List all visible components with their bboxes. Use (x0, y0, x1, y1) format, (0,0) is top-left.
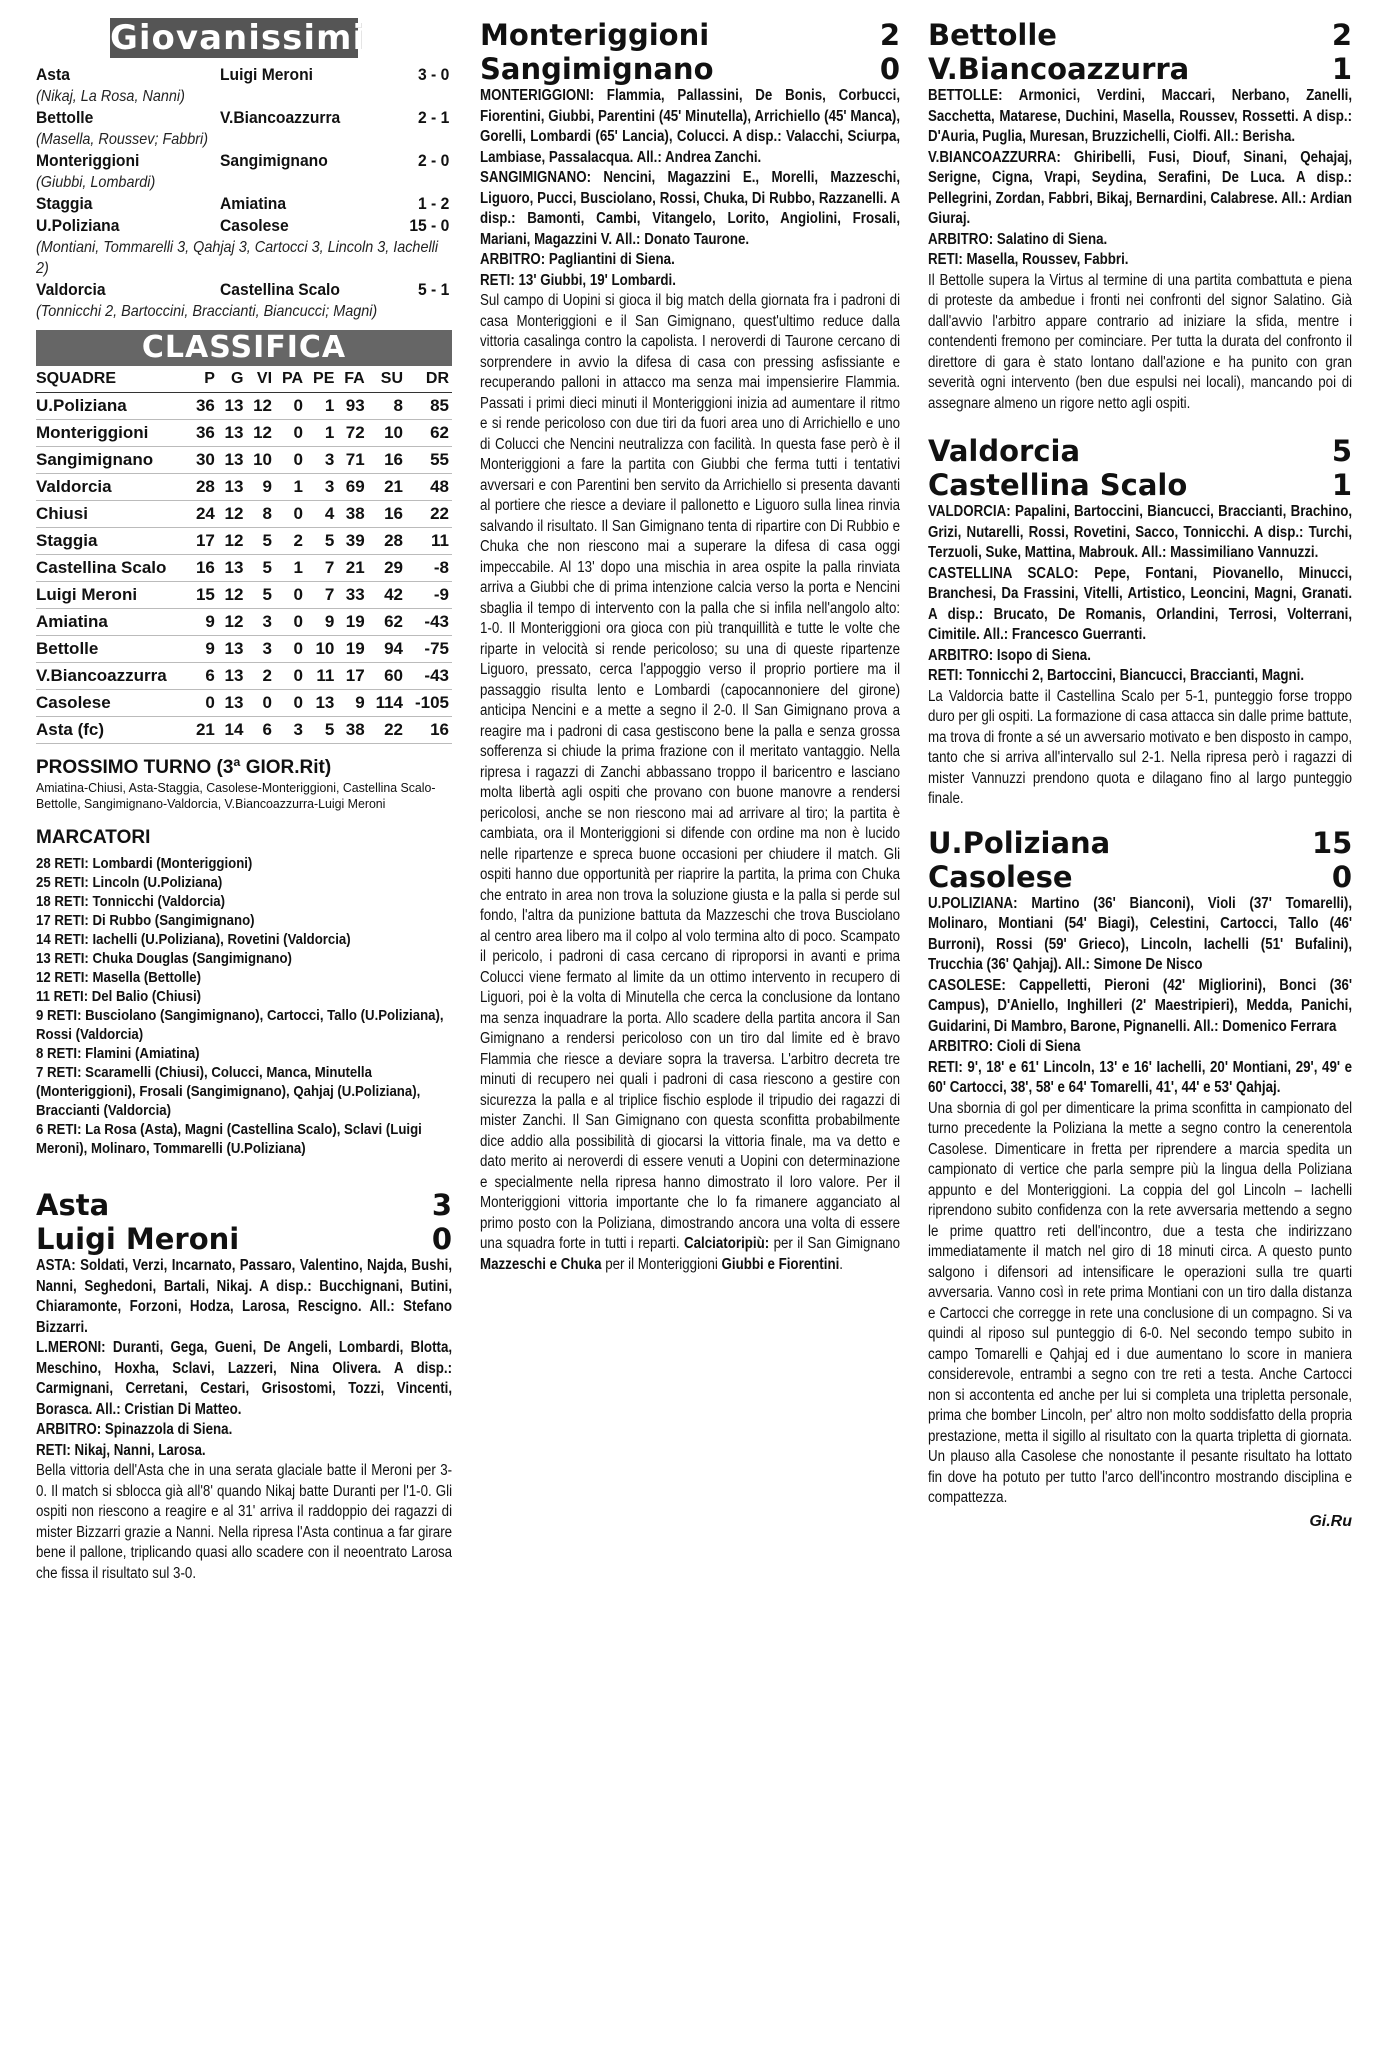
article-body (480, 86, 900, 1275)
stat-cell: 3 (262, 612, 273, 631)
stat-cell: 5 (324, 531, 335, 550)
standings-row (36, 447, 452, 474)
home-team: Valdorcia (928, 434, 1081, 468)
stat-cell: 6 (262, 720, 273, 739)
away-team: Casolese (220, 216, 289, 235)
article-body (928, 86, 1352, 414)
referee: ARBITRO: Pagliantini di Siena. (480, 251, 675, 268)
standings-row (36, 690, 452, 717)
stat-cell: 0 (293, 423, 304, 442)
away-score: 0 (1331, 859, 1352, 894)
stat-cell: 62 (384, 612, 404, 631)
scorer-line: 11 RETI: Del Balio (Chiusi) (36, 988, 202, 1005)
stat-cell: 10 (315, 639, 335, 658)
stat-cell: 3 (324, 477, 335, 496)
result-scorers: (Nikaj, La Rosa, Nanni) (36, 88, 185, 105)
scorer-line: 6 RETI: La Rosa (Asta), Magni (Castellina Scalo), Sclavi (Luigi Meroni), Molinaro, Tommarelli (U.Poliziana) (36, 1121, 422, 1157)
scorer-line: 28 RETI: Lombardi (Monteriggioni) (36, 855, 253, 872)
article-body (36, 1256, 452, 1584)
standings-row (36, 528, 452, 555)
stat-cell: 28 (195, 477, 215, 496)
match-away-row (928, 52, 1352, 86)
home-team: Staggia (36, 194, 93, 213)
stat-cell: 71 (345, 450, 365, 469)
stat-cell: 36 (195, 396, 215, 415)
stat-cell: -9 (433, 585, 449, 604)
team-name: Amiatina (36, 612, 108, 631)
stat-cell: 13 (224, 693, 244, 712)
standings-body (36, 393, 452, 744)
players-end: . (839, 1255, 844, 1273)
stat-cell: 17 (345, 666, 365, 685)
result-row (36, 150, 449, 172)
stat-cell: 9 (262, 477, 273, 496)
stat-cell: 28 (384, 531, 404, 550)
goals: RETI: Tonnicchi 2, Bartoccini, Biancucci, Braccianti, Magni. (928, 667, 1305, 684)
home-team: Monteriggioni (36, 151, 140, 170)
standings-header-cell: PE (313, 370, 335, 387)
team-name: Valdorcia (36, 477, 112, 496)
scorers-title: MARCATORI (36, 827, 151, 848)
stat-cell: 48 (430, 477, 449, 496)
result-row (36, 193, 449, 215)
stat-cell: 24 (195, 504, 215, 523)
home-team: U.Poliziana (36, 216, 120, 235)
result-row (36, 215, 449, 237)
players-names-1: Mazzeschi e Chuka (480, 1255, 602, 1273)
stat-cell: 21 (345, 558, 365, 577)
stat-cell: 0 (293, 585, 304, 604)
stat-cell: 9 (324, 612, 335, 631)
stat-cell: 2 (293, 531, 304, 550)
stat-cell: 0 (293, 504, 304, 523)
result-row (36, 107, 449, 129)
away-score: 0 (431, 1222, 452, 1256)
stat-cell: 14 (224, 720, 244, 739)
match-report: La Valdorcia batte il Castellina Scalo per 5-1, punteggio forse troppo duro per gli ospiti. La formazione di casa attacca sin dalle prime battute, ma trova di fronte a sé un avversario motivato e ben disposto in campo, tanto che si arriva all'intervallo sul 2-1. Nella ripresa però i ragazzi di mister Vannuzzi prendono quota e dilagano fino al largo punteggio finale. (928, 687, 1353, 807)
stat-cell: 13 (224, 639, 244, 658)
stat-cell: 19 (345, 639, 365, 658)
stat-cell: 9 (205, 639, 215, 658)
stat-cell: 22 (430, 504, 449, 523)
stat-cell: 13 (224, 666, 244, 685)
home-score: 3 (431, 1188, 452, 1222)
standings-header-cell: VI (256, 370, 273, 387)
match-report: Il Bettolle supera la Virtus al termine di una partita combattuta e piena di proteste da ambedue i fronti nei confronti del signor Salatino. Già dall'avvio l'arbitro appare contrario ad iniziare la sfida, mentre i contendenti fremono per cominciare. Per tutta la durata del confronto il direttore di gara è stato lontano dall'azione e ha punito con gran severità ogni intervento (ben due espulsi nei locali), mancando poi di assegnare almeno un rigore netto agli ospiti. (928, 271, 1353, 412)
stat-cell: 94 (384, 639, 404, 658)
column-left (36, 18, 452, 1584)
stat-cell: 114 (375, 693, 404, 712)
standings-row (36, 582, 452, 609)
stat-cell: 3 (293, 720, 304, 739)
match-away-row (928, 468, 1352, 502)
stat-cell: 21 (195, 720, 215, 739)
stat-cell: 11 (316, 666, 335, 685)
standings-row (36, 555, 452, 582)
standings-row (36, 717, 452, 744)
away-team: Castellina Scalo (220, 280, 340, 299)
referee: ARBITRO: Spinazzola di Siena. (36, 1421, 233, 1438)
stat-cell: 15 (195, 585, 215, 604)
stat-cell: 13 (224, 477, 244, 496)
goals: RETI: 9', 18' e 61' Lincoln, 13' e 16' Iachelli, 20' Montiani, 29', 49' e 60' Cartocci, 38', 58' e 64' Tomarelli, 41', 44' e 53' Qahjaj. (928, 1058, 1353, 1096)
stat-cell: -43 (424, 666, 449, 685)
article-body (928, 894, 1352, 1509)
stat-cell: 62 (430, 423, 449, 442)
referee: ARBITRO: Isopo di Siena. (928, 646, 1091, 664)
match-home-row (928, 826, 1352, 860)
stat-cell: 5 (262, 531, 273, 550)
team-name: Casolese (36, 693, 111, 712)
column-middle (480, 18, 900, 1275)
stat-cell: 5 (324, 720, 335, 739)
stat-cell: 0 (293, 612, 304, 631)
stat-cell: 0 (293, 693, 304, 712)
stat-cell: 10 (384, 423, 404, 442)
standings-header-cell: PA (281, 370, 304, 387)
stat-cell: 6 (205, 666, 215, 685)
stat-cell: 13 (315, 693, 335, 712)
scorer-line: 9 RETI: Busciolano (Sangimignano), Cartocci, Tallo (U.Poliziana), Rossi (Valdorcia) (36, 1007, 444, 1043)
stat-cell: 17 (195, 531, 215, 550)
players-label: Calciatoripiù: (684, 1235, 770, 1252)
stat-cell: 1 (293, 558, 304, 577)
standings-header-cell: SU (380, 370, 404, 387)
score: 15 - 0 (409, 216, 450, 235)
lineup-away: CASOLESE: Cappelletti, Pieroni (42' Migliorini), Bonci (36' Campus), D'Aniello, Inghilleri (2' Maestripieri), Medda, Panichi, Guidarini, Di Mambro, Barone, Pignanelli. All.: Domenico Ferrara (928, 976, 1353, 1035)
team-name: V.Biancoazzurra (36, 666, 167, 685)
scorer-line: 18 RETI: Tonnicchi (Valdorcia) (36, 893, 225, 910)
team-name: Luigi Meroni (36, 585, 138, 604)
stat-cell: 12 (224, 612, 244, 631)
standings-row (36, 609, 452, 636)
next-round-fixtures: Amiatina-Chiusi, Asta-Staggia, Casolese-Monteriggioni, Castellina Scalo-Bettolle, Sangimignano-Valdorcia, V.Biancoazzurra-Luigi Meroni (36, 780, 436, 811)
stat-cell: 0 (205, 693, 215, 712)
match-report: Bella vittoria dell'Asta che in una serata glaciale batte il Meroni per 3-0. Il match si sblocca già all'8' quando Nikaj batte Duranti per l'1-0. Gli ospiti non riescono a reagire e al 31' arriva il raddoppio dei ragazzi di mister Bizzarri grazie a Nanni. Nella ripresa l'Asta continua a far girare bene il pallone, triplicando quasi allo scadere con il neoentrato Larosa che fissa il risultato sul 3-0. (36, 1462, 453, 1582)
stat-cell: 38 (345, 504, 365, 523)
stat-cell: 3 (262, 639, 273, 658)
stat-cell: 0 (293, 639, 304, 658)
away-team: Sangimignano (480, 52, 714, 86)
lineup-away: CASTELLINA SCALO: Pepe, Fontani, Piovanello, Minucci, Branchesi, Da Frassini, Vitelli, Artistico, Leoncini, Magni, Granati. A disp.: Brucato, De Romanis, Orlandini, Terrosi, Volterrani, Cimitile. All.: Francesco Guerranti. (928, 564, 1353, 643)
stat-cell: 2 (262, 666, 273, 685)
home-team: Monteriggioni (480, 18, 710, 52)
result-scorers: (Tonnicchi 2, Bartoccini, Braccianti, Biancucci; Magni) (36, 303, 378, 320)
scorer-line: 7 RETI: Scaramelli (Chiusi), Colucci, Manca, Minutella (Monteriggioni), Frosali (Sangimignano), Qahjaj (U.Poliziana), Braccianti (Valdorcia) (36, 1064, 421, 1119)
article-asta (36, 1188, 452, 1584)
home-score: 2 (1331, 18, 1352, 52)
home-score: 2 (879, 18, 900, 52)
standings-header-cell: SQUADRE (36, 370, 117, 387)
score: 3 - 0 (418, 65, 450, 84)
stat-cell: 30 (195, 450, 215, 469)
match-report: Sul campo di Uopini si gioca il big match della giornata fra i padroni di casa Monteriggioni e il San Gimignano, quest'ultimo reduce dalla vittoria casalinga contro la capolista. I neroverdi di Taurone cercano di sorprendere in avvio la difesa di casa con pressing asfissiante e recuperando palloni in attacco ma senza mai impensierire Flammia. Passati i primi dieci minuti il Monteriggioni inizia ad aumentare il ritmo e si rende pericoloso con due tiri da fuori area uno di Arrichiello e uno di Colucci che Nencini neutralizza con facilità. In questa fase però è il Monteriggioni a fare la partita con Giubbi che ferma tutti i tentativi avversari e con Parentini ben servito da Arrichiello si presenta davanti al portiere che riesce a deviare il pallonetto e Liguoro sulla linea rinvia salvando il risultato. Il San Gimignano tenta di ripartire con Di Rubbio e Chuka che non riescono mai a superare la difesa di casa oggi impeccabile. Al 13' dopo una mischia in area ospite la palla rinviata arriva a Giubbi che di prima intenzione calcia verso la porta e Nencini sbaglia il tempo di intervento con la palla che si infila nell'angolo alto: 1-0. Il Monteriggioni ora gioca con più tranquillità e tutte le volte che riparte in velocità si rende pericoloso; su una di queste ripartenze Liguoro, pressato, cerca l'appoggio verso il proprio portiere ma il passaggio risulta lento e Lombardi (capocannoniere del girone) anticipa Nencini e a mette a segno il 2-0. Il San Gimignano prova a reagire ma i padroni di casa gestiscono bene la palla e senza grossa sofferenza si chiude la prima frazione con il meritato vantaggio. Nella ripresa i ragazzi di Zanchi abbassano troppo il baricentro e lasciano molta libertà agli ospiti che provano con buone manovre a rendersi pericolosi, anche se non riescono mai ad arrivare al tiro; la partita è cambiata, ora il Monteriggioni si difende con ordine ma non è lucido nelle ripartenze e spreca buone occasioni per chiudere il match. Gli ospiti hanno due opportunità per riaprire la partita, la prima con Chuka che entrato in area non trova la soluzione giusta e la palla si perde sul fondo, l'altra da punizione battuta da Mazzeschi che trova Busciolano al centro area libero ma il colpo al volo termina alto di poco. Scampato il pericolo, i padroni di casa cercano di riproporsi in avanti e prima Colucci viene fermato al limite da un ottimo intervento in recupero di Liguori, poi è la volta di Minutella che cerca la conclusione da lontano ma senza inquadrare la porta. Allo scadere della partita ancora il San Gimignano a rendersi pericoloso con un tiro dal limite ed è bravo Flammia che riesce a deviare sopra la traversa. L'arbitro decreta tre minuti di recupero nei quali i padroni di casa riescono a gestire con sicurezza la palla e al triplice fischio esplode il tripudio dei ragazzi di mister Zanchi. Il San Gimignano con questa sconfitta probabilmente dice addio alla possibilità di giocarsi la vittoria finale, ma va detto e dato merito ai neroverdi di essere venuti a Uopini con determinazione e specialmente nella ripresa hanno dimostrato il loro valore. Per il Monteriggioni vittoria importante che lo fa rimanere agganciato al primo posto con la Poliziana, dimostrando ancora una volta di essere una squadra forte in tutti i reparti. Calciatoripiù: per il San Gimignano Mazzeschi e Chuka per il Monteriggioni Giubbi e Fiorentini. (480, 292, 901, 1273)
stat-cell: 12 (253, 396, 273, 415)
match-home-row (928, 18, 1352, 52)
standings-row (36, 420, 452, 447)
away-team: V.Biancoazzurra (220, 108, 341, 127)
away-score: 1 (1331, 52, 1352, 86)
lineup-home: MONTERIGGIONI: Flammia, Pallassini, De Bonis, Corbucci, Fiorentini, Giubbi, Parentini (45' Minutella), Arrichiello (45' Manca), Gorelli, Lombardi (65' Lancia), Colucci. A disp.: Valacchi, Sciurpa, Lambiase, Passalacqua. All.: Andrea Zanchi. (480, 87, 901, 166)
stat-cell: 1 (324, 423, 335, 442)
away-team: Castellina Scalo (928, 468, 1188, 502)
team-name: Staggia (36, 531, 98, 550)
standings-header-cell: G (231, 370, 244, 387)
stat-cell: 7 (324, 558, 335, 577)
score: 2 - 0 (418, 151, 450, 170)
home-score: 15 (1312, 825, 1353, 860)
away-score: 0 (879, 52, 900, 86)
scorer-line: 25 RETI: Lincoln (U.Poliziana) (36, 874, 223, 891)
standings-table (36, 366, 452, 744)
results-list (36, 64, 452, 322)
scorer-line: 12 RETI: Masella (Bettolle) (36, 969, 202, 986)
stat-cell: 11 (431, 531, 449, 550)
stat-cell: -43 (424, 612, 449, 631)
team-name: Sangimignano (36, 450, 154, 469)
lineup-home: U.POLIZIANA: Martino (36' Bianconi), Violi (37' Tomarelli), Molinaro, Montiani (54' Biagi), Celestini, Cartocci, Tallo (46' Burroni), Rossi (59' Grieco), Lincoln, Iachelli (51' Bufalini), Trucchia (36' Qahjaj). All.: Simone De Nisco (928, 894, 1353, 973)
score: 5 - 1 (418, 280, 450, 299)
stat-cell: 55 (430, 450, 449, 469)
section-banner-classifica: CLASSIFICA (36, 330, 452, 366)
team-name: Monteriggioni (36, 423, 149, 442)
standings-header-cell: P (204, 370, 215, 387)
stat-cell: 16 (195, 558, 215, 577)
stat-cell: 0 (262, 693, 273, 712)
match-home-row (36, 1188, 452, 1222)
stat-cell: 8 (393, 396, 404, 415)
match-report: Una sbornia di gol per dimenticare la prima sconfitta in campionato del turno precedente la Poliziana la mette a segno contro la cenerentola Casolese. Dimenticare in fretta per riprendere a marcia spedita un campionato di vertice che parla sempre più la lingua della Poliziana appunto e del Monteriggioni. La coppia del gol Lincoln – Iachelli riprendono subito confidenza con la rete avversaria mettendo a segno le prime quattro reti dell'incontro, due a testa che indirizzano immediatamente il match nel giro di 18 minuti circa. A questo punto salgono i difensori ad intensificare le operazioni sulla tre quarti avversaria. Vanno così in rete prima Montiani con un tiro dalla distanza e Cartocci che corregge in rete una conclusione di un compagno. Si va quindi al riposo sul punteggio di 6-0. Nel secondo tempo subito in campo Tomarelli e Qahjaj ed i due aumentano lo score in maniera considerevole, entrambi a segno con tre reti a testa. Anche Cartocci non si accontenta ed anche per lui si completa una tripletta personale, prima che bomber Lincoln, per' altro non molto soddisfatto della propria prestazione, metta il sigillo al risultato con la quarta tripletta di giornata. Un plauso alla Casolese che nonostante il pesante risultato ha lottato fin dove ha potuto per tutto l'arco dell'incontro mostrando disciplina e compattezza. (928, 1099, 1353, 1506)
article-monteriggioni (480, 18, 900, 1275)
article-valdorcia (928, 434, 1352, 810)
lineup-home: BETTOLLE: Armonici, Verdini, Maccari, Nerbano, Zanelli, Sacchetta, Matarese, Duchini, Masella, Roussev, Rossetti. A disp.: D'Auria, Puglia, Muresan, Bruzzichelli, Ciolfi. All.: Berisha. (928, 87, 1353, 145)
stat-cell: 39 (345, 531, 365, 550)
section-banner-giovanissimi: Giovanissimi (110, 18, 366, 58)
stat-cell: 36 (195, 423, 215, 442)
goals: RETI: Masella, Roussev, Fabbri. (928, 251, 1129, 268)
stat-cell: 8 (262, 504, 273, 523)
lineup-home: ASTA: Soldati, Verzi, Incarnato, Passaro, Valentino, Najda, Bushi, Nanni, Seghedoni, Bartali, Nikaj. A disp.: Bucchignani, Butini, Chiaramonte, Forzoni, Hodza, Larosa, Rescigno. All.: Stefano Bizzarri. (36, 1257, 453, 1336)
goals: RETI: Nikaj, Nanni, Larosa. (36, 1441, 206, 1459)
stat-cell: 9 (355, 693, 365, 712)
home-team: Asta (36, 1188, 110, 1222)
article-poliziana (928, 826, 1352, 1531)
stat-cell: 1 (293, 477, 304, 496)
away-score: 1 (1331, 468, 1352, 502)
stat-cell: 12 (224, 585, 244, 604)
next-round-title: PROSSIMO TURNO (3ª GIOR.Rit) (36, 757, 332, 778)
lineup-away: V.BIANCOAZZURRA: Ghiribelli, Fusi, Diouf, Sinani, Qehajaj, Serigne, Cigna, Vrapi, Seydina, Serafini, De Luca. A disp.: Pellegrini, Zordan, Fabbri, Bikaj, Bernardini, Calabrese. All.: Ardian Giuraj. (928, 148, 1353, 227)
stat-cell: 22 (384, 720, 404, 739)
home-team: Asta (36, 65, 70, 84)
team-name: U.Poliziana (36, 396, 127, 415)
stat-cell: 60 (384, 666, 404, 685)
stat-cell: 4 (324, 504, 335, 523)
scorer-line: 13 RETI: Chuka Douglas (Sangimignano) (36, 950, 292, 967)
stat-cell: 1 (324, 396, 335, 415)
stat-cell: 12 (224, 504, 244, 523)
score: 2 - 1 (418, 108, 450, 127)
stat-cell: 13 (224, 396, 244, 415)
goals: RETI: 13' Giubbi, 19' Lombardi. (480, 271, 676, 289)
stat-cell: 69 (345, 477, 365, 496)
standings-row (36, 393, 452, 420)
referee: ARBITRO: Cioli di Siena (928, 1038, 1081, 1055)
stat-cell: 10 (253, 450, 273, 469)
match-away-row (480, 52, 900, 86)
stat-cell: 33 (345, 585, 365, 604)
stat-cell: 7 (324, 585, 335, 604)
stat-cell: 19 (345, 612, 365, 631)
players-text-2: per il Monteriggioni (605, 1255, 718, 1273)
stat-cell: 16 (430, 720, 449, 739)
scorer-line: 8 RETI: Flamini (Amiatina) (36, 1045, 200, 1062)
stat-cell: 13 (224, 423, 244, 442)
stat-cell: 29 (384, 558, 404, 577)
stat-cell: 38 (345, 720, 365, 739)
stat-cell: -75 (424, 639, 449, 658)
team-name: Asta (fc) (36, 720, 105, 739)
lineup-away: L.MERONI: Duranti, Gega, Gueni, De Angeli, Lombardi, Blotta, Meschino, Hoxha, Sclavi, Lazzeri, Nina Olivera. A disp.: Carmignani, Cerretani, Cestari, Grisostomi, Tozzi, Vincenti, Borasca. All.: Cristian Di Matteo. (36, 1339, 453, 1418)
stat-cell: 5 (262, 558, 273, 577)
away-team: Sangimignano (220, 151, 328, 170)
standings-header-cell: FA (344, 370, 365, 387)
stat-cell: 0 (293, 396, 304, 415)
stat-cell: 3 (324, 450, 335, 469)
stat-cell: 12 (253, 423, 273, 442)
stat-cell: -105 (414, 693, 449, 712)
stat-cell: 93 (345, 396, 365, 415)
column-right (928, 18, 1352, 1531)
away-team: Luigi Meroni (36, 1222, 240, 1256)
stat-cell: 0 (293, 666, 304, 685)
players-text-1: per il San Gimignano (773, 1235, 901, 1252)
article-body (928, 502, 1352, 810)
stat-cell: 5 (262, 585, 273, 604)
scorers-list (36, 854, 452, 1158)
team-name: Bettolle (36, 639, 99, 658)
away-team: V.Biancoazzurra (928, 52, 1190, 86)
standings-row (36, 474, 452, 501)
lineup-home: VALDORCIA: Papalini, Bartoccini, Biancucci, Braccianti, Brachino, Grizi, Nutarelli, Rossi, Rovetini, Sacco, Tonnicchi. A disp.: Turchi, Terzuoli, Suke, Mattina, Mabrouk. All.: Massimiliano Vannuzzi. (928, 503, 1353, 561)
scorer-line: 14 RETI: Iachelli (U.Poliziana), Rovetini (Valdorcia) (36, 931, 351, 948)
stat-cell: 72 (345, 423, 365, 442)
stat-cell: 85 (430, 396, 449, 415)
result-scorers: (Masella, Roussev; Fabbri) (36, 131, 209, 148)
stat-cell: 13 (224, 450, 244, 469)
away-team: Amiatina (220, 194, 287, 213)
stat-cell: 16 (384, 450, 404, 469)
home-team: Valdorcia (36, 280, 106, 299)
home-team: Bettolle (928, 18, 1057, 52)
standings-row (36, 663, 452, 690)
home-team: Bettolle (36, 108, 94, 127)
stat-cell: 13 (224, 558, 244, 577)
result-row (36, 279, 449, 301)
standings-header-row (36, 366, 452, 393)
scorer-line: 17 RETI: Di Rubbo (Sangimignano) (36, 912, 255, 929)
home-score: 5 (1331, 434, 1352, 468)
stat-cell: 0 (293, 450, 304, 469)
lineup-away: SANGIMIGNANO: Nencini, Magazzini E., Morelli, Mazzeschi, Liguoro, Pucci, Busciolano, Rossi, Chuka, Di Rubbo, Razzanelli. A disp.: Bamonti, Cambi, Vitangelo, Lorito, Angiolini, Frosali, Mariani, Magazzini V. All.: Donato Taurone. (480, 169, 901, 248)
standings-header-cell: DR (425, 370, 449, 387)
match-home-row (480, 18, 900, 52)
team-name: Castellina Scalo (36, 558, 167, 577)
home-team: U.Poliziana (928, 825, 1111, 860)
match-home-row (928, 434, 1352, 468)
stat-cell: 9 (205, 612, 215, 631)
stat-cell: 16 (384, 504, 404, 523)
stat-cell: 21 (384, 477, 404, 496)
result-row (36, 64, 449, 86)
away-team: Casolese (928, 859, 1073, 894)
standings-row (36, 501, 452, 528)
score: 1 - 2 (418, 194, 450, 213)
stat-cell: 12 (224, 531, 244, 550)
result-scorers: (Montiani, Tommarelli 3, Qahjaj 3, Cartocci 3, Lincoln 3, Iachelli 2) (36, 239, 439, 277)
away-team: Luigi Meroni (220, 65, 313, 84)
players-names-2: Giubbi e Fiorentini (721, 1255, 840, 1273)
result-scorers: (Giubbi, Lombardi) (36, 174, 156, 191)
match-away-row (928, 860, 1352, 894)
standings-row (36, 636, 452, 663)
match-away-row (36, 1222, 452, 1256)
referee: ARBITRO: Salatino di Siena. (928, 230, 1108, 248)
stat-cell: 42 (384, 585, 404, 604)
article-bettolle (928, 18, 1352, 414)
stat-cell: -8 (433, 558, 449, 577)
team-name: Chiusi (36, 504, 88, 523)
author-signature: Gi.Ru (1309, 1512, 1352, 1530)
